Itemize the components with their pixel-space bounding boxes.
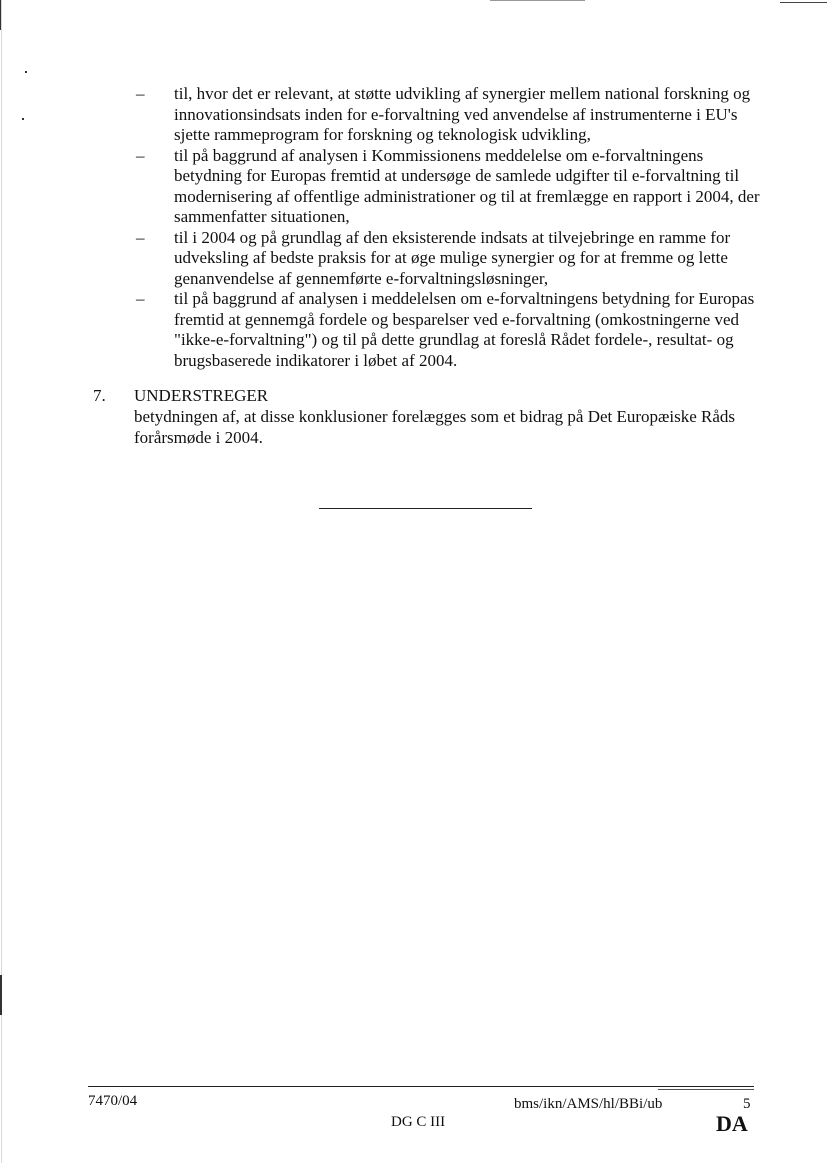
scan-artifact-mark [0,0,1,30]
directorate-code: DG C III [391,1114,446,1130]
author-codes: bms/ikn/AMS/hl/BBi/ub [514,1096,663,1112]
bullet-dash: – [136,227,145,247]
footer-rule-accent [658,1089,754,1090]
end-of-text-divider [319,508,532,509]
bullet-text: til på baggrund af analysen i meddelelsen om e-forvaltningens betydning for Europas fremtid at gennemgå fordele og besparelser ved e-forvaltning (omkostningerne ved "ikke-e-forvaltning") og til på dette grundlag at foreslå Rådet fordele-, resultat- og brugsbaserede indikatorer i løbet af 2004. [174,289,755,370]
bullet-dash: – [136,289,145,308]
scan-artifact-line [780,2,827,3]
bullet-item [0,228,827,290]
bullet-text: til på baggrund af analysen i Kommissionens meddelelse om e-forvaltningens betydning for Europas fremtid at undersøge de samlede udgifter til e-forvaltning til modernisering af offentlige administrationer og til at fremlægge en rapport i 2004, der sammenfatter situationen, [174,145,760,226]
bullet-text: til i 2004 og på grundlag af den eksisterende indsats at tilvejebringe en ramme for udveksling af bedste praksis for at øge mulige synergier og for at fremme og lette genanvendelse af gennemførte e-forvaltningsløsninger, [174,227,731,288]
section-heading: UNDERSTREGER [134,386,269,405]
section-number: 7. [93,386,106,405]
footer-rule [88,1086,754,1087]
bullet-text: til, hvor det er relevant, at støtte udvikling af synergier mellem national forskning og innovationsindsats inden for e-forvaltning ved anvendelse af instrumenterne i EU's sjette rammeprogram for forskning og teknologisk udvikling, [174,84,751,144]
bullet-dash: – [136,84,145,103]
scan-artifact-dot [25,71,27,73]
scan-artifact-line [490,0,585,1]
page-number: 5 [743,1096,751,1112]
bullet-item [0,84,827,146]
language-code: DA [716,1111,748,1136]
bullet-dash: – [136,145,145,165]
section-body: betydningen af, at disse konklusioner forelægges som et bidrag på Det Europæiske Råds forårsmøde i 2004. [134,407,736,447]
action-bullet-list [0,84,827,371]
bullet-item [0,146,827,228]
bullet-item [0,289,827,371]
document-number: 7470/04 [88,1093,138,1109]
scan-artifact-mark [0,975,2,1015]
